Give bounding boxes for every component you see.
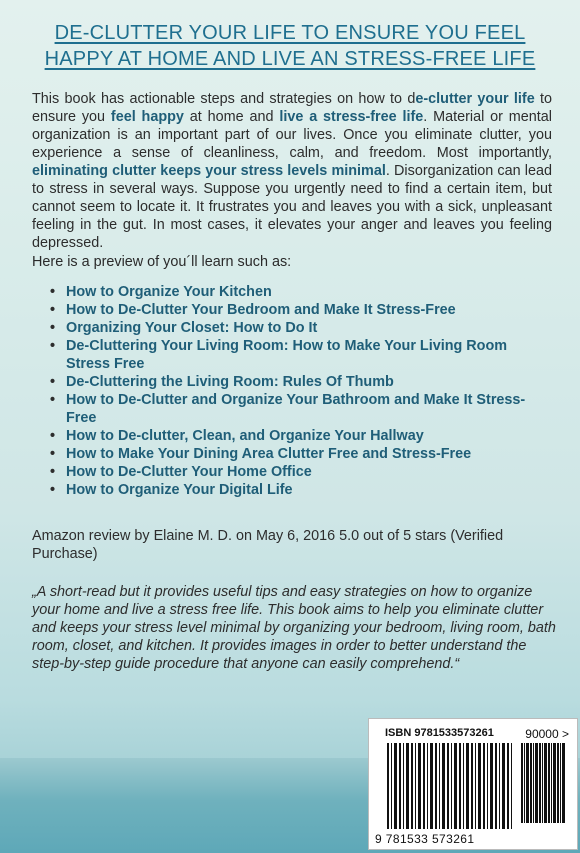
intro-paragraph — [32, 90, 552, 252]
barcode-bar — [391, 743, 392, 829]
chapter-item: • How to De-clutter, Clean, and Organize Your Hallway — [46, 427, 536, 445]
barcode-bar — [423, 743, 425, 829]
barcode-bar — [466, 743, 469, 829]
barcode-bar — [387, 743, 389, 829]
intro-text-3: at home and — [183, 109, 280, 125]
chapter-item: • How to De-Clutter Your Home Office — [46, 463, 536, 481]
intro-text-1: This book has actionable steps and strategies on how to d — [32, 91, 416, 107]
barcode-bar — [533, 743, 534, 823]
barcode-bar — [539, 743, 541, 823]
chapter-item: • How to Organize Your Digital Life — [46, 481, 536, 499]
barcode-bar — [435, 743, 437, 829]
barcode-bar — [487, 743, 488, 829]
barcode-bar — [530, 743, 532, 823]
barcode-bar — [560, 743, 561, 823]
review-attribution: Amazon review by Elaine M. D. on May 6, 2016 5.0 out of 5 stars (Verified Purchase) — [32, 528, 504, 562]
barcode-bar — [394, 743, 397, 829]
barcode-bar — [439, 743, 440, 829]
intro-bold-1: e-clutter your life — [415, 91, 535, 107]
barcode-bar — [544, 743, 547, 823]
barcode-bar — [542, 743, 543, 823]
review-quote: „A short-read but it provides useful tips and easy strategies on how to organize your home and live a stress free life. This book aims to help you eliminate clutter and keeps your stress level minimal by organizing your bedroom, living room, bath room, closet, and kitchen. It provides images in order to better understand the step-by-step guide procedure that anyone can easily comprehend.“ — [32, 584, 556, 672]
barcode-bar — [475, 743, 476, 829]
barcode-bar — [502, 743, 505, 829]
barcode-bar — [399, 743, 401, 829]
chapter-item: • How to De-Clutter and Organize Your Bathroom and Make It Stress-Free — [46, 391, 536, 427]
barcode-bar — [548, 743, 550, 823]
barcode-bar — [490, 743, 493, 829]
intro-text-5: . Disorganization can lead to stress in several ways. Suppose you urgently need to find a certain item, but cannot seem to locate it. It frustrates you and leaves you with a sick, unpleasant feeling in the gut. In most cases, it elevates your anger and leaves you feeling depressed. — [32, 163, 552, 251]
barcode-bar — [483, 743, 485, 829]
barcode-bar — [406, 743, 409, 829]
title-line-2: HAPPY AT HOME AND LIVE AN STRESS-FREE LIFE — [44, 48, 536, 70]
barcode-bar — [415, 743, 416, 829]
barcode-bar — [430, 743, 433, 829]
price-code: 90000 > — [525, 727, 569, 741]
barcode-bar — [499, 743, 500, 829]
isbn-digits: 9 781533 573261 — [375, 832, 475, 846]
barcode-bar — [562, 743, 565, 823]
preview-intro: Here is a preview of you´ll learn such as: — [32, 254, 292, 270]
intro-text-4: . Material or mental organization is an important part of our lives. Once you eliminate clutter, you experience a sense of cleanliness, calm, and freedom. Most importantly, — [32, 109, 552, 161]
barcode-bar — [447, 743, 449, 829]
barcode-bar — [427, 743, 428, 829]
barcode-bar — [478, 743, 481, 829]
barcode-bar — [411, 743, 413, 829]
barcode-bar — [521, 743, 523, 823]
barcode-bar — [418, 743, 421, 829]
isbn-barcode — [368, 718, 578, 850]
barcode-bar — [454, 743, 457, 829]
barcode-bar — [459, 743, 461, 829]
barcode-bar — [535, 743, 538, 823]
chapter-item: • How to De-Clutter Your Bedroom and Make It Stress-Free — [46, 301, 536, 319]
chapter-item: • How to Make Your Dining Area Clutter Free and Stress-Free — [46, 445, 536, 463]
title-line-1: DE-CLUTTER YOUR LIFE TO ENSURE YOU FEEL — [54, 22, 526, 44]
barcode-bar — [551, 743, 552, 823]
barcode-bar — [524, 743, 525, 823]
barcode-bar — [526, 743, 529, 823]
barcode-bar — [442, 743, 445, 829]
barcode-bar — [557, 743, 559, 823]
chapter-item: • Organizing Your Closet: How to Do It — [46, 319, 536, 337]
chapter-item: • How to Organize Your Kitchen — [46, 283, 536, 301]
barcode-bar — [495, 743, 497, 829]
barcode-bar — [507, 743, 509, 829]
barcode-bar — [471, 743, 473, 829]
chapter-item: • De-Cluttering Your Living Room: How to Make Your Living Room Stress Free — [46, 337, 536, 373]
barcode-bar — [451, 743, 452, 829]
intro-text-2: to ensure you — [32, 91, 552, 125]
isbn-label: ISBN 9781533573261 — [385, 727, 494, 739]
barcode-bar — [553, 743, 556, 823]
barcode-bar — [463, 743, 464, 829]
intro-bold-3: live a stress-free life — [279, 109, 424, 125]
intro-bold-2: feel happy — [110, 109, 184, 125]
back-cover-title — [0, 20, 580, 72]
chapter-list — [46, 283, 536, 499]
barcode-bars — [387, 743, 515, 829]
chapter-item: • De-Cluttering the Living Room: Rules Of Thumb — [46, 373, 536, 391]
barcode-bar — [511, 743, 512, 829]
addon-barcode-bars — [521, 743, 565, 823]
intro-bold-4: eliminating clutter keeps your stress levels minimal — [32, 163, 386, 179]
barcode-bar — [403, 743, 404, 829]
